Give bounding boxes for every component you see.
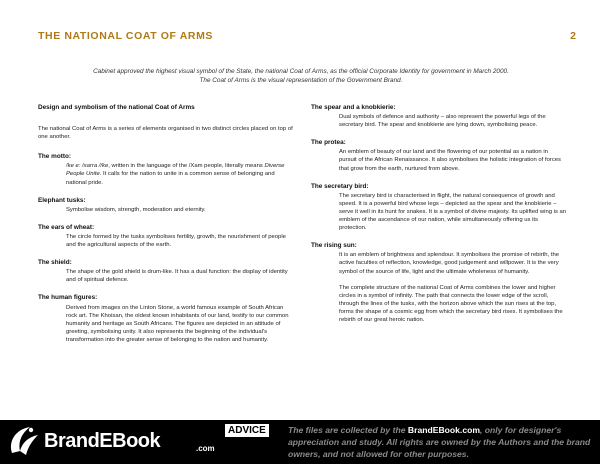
design-overview: The national Coat of Arms is a series of elements organised in two distinct circles placed on top of one another. (38, 126, 293, 141)
bird-swoosh-icon (6, 423, 42, 461)
figures-title: The human figures: (38, 294, 98, 302)
sun-body: It is an emblem of brightness and splendour. It symbolises the promise of rebirth, the active faculties of reflection, knowledge, good judgement and willpower. It is the very symbol of the source of life, light and the ultimate wholeness of humanity. (339, 252, 560, 275)
brand-logo-text: BrandEBook (44, 430, 161, 452)
left-column (38, 104, 293, 344)
advice-highlight: BrandEBook.com (407, 425, 480, 435)
wheat-body: The circle formed by the tusks symbolises fertility, growth, the nourishment of people and the agricultural aspects of the earth. (66, 233, 286, 249)
bird-title: The secretary bird: (311, 182, 369, 190)
protea-title: The protea: (311, 139, 346, 147)
protea-body: An emblem of beauty of our land and the flowering of our potential as a nation in pursuit of the African Renaissance. It also symbolises the holistic integration of forces that grow from the earth, nurtured from above. (339, 149, 561, 172)
advice-label: ADVICE (225, 424, 269, 437)
motto-body (38, 162, 293, 186)
spear-body: Dual symbols of defence and authority – also represent the powerful legs of the secretary bird. The spear and knobkierie are lying down, symbolising peace. (339, 114, 546, 129)
spear-title: The spear and a knobkierie: (311, 104, 396, 111)
sun-body-2: The complete structure of the national Coat of Arms combines the lower and higher circles in a symbol of infinity. The path that connects the lower edge of the scroll, through the lines of the tusks, with the horizon above which the sun rises at the top, forms the shape of a cosmic egg from which the secretary bird rises. It symbolises the rebirth of our great heroic nation. (339, 284, 563, 323)
motto-mid: , written in the language of the /Xam people, literally means (108, 163, 265, 170)
page-number: 2 (570, 30, 576, 42)
tusks-body: Symbolise wisdom, strength, moderation and eternity. (66, 206, 206, 213)
shield-body: The shape of the gold shield is drum-like. It has a dual function: the display of identity and of spiritual defence. (66, 269, 288, 284)
watermark-footer (0, 420, 600, 464)
motto-text: !ke e: /xarra //ke (66, 163, 109, 170)
intro-line-1: Cabinet approved the highest visual symbol of the State, the national Coat of Arms, as the official Corporate Identity for government in March 2000. (93, 68, 509, 75)
right-column (311, 104, 567, 324)
bird-body: The secretary bird is characterised in flight, the natural consequence of growth and speed. It is a powerful bird whose legs – depicted as the spear and the knobkierie – serve it well in its hunt for snakes. It is a symbol of divine majesty. Its uplifted wing is an emblem of the ascendance of our nation, while simultaneously offering us its protection. (339, 192, 567, 232)
advice-part-2: , only for designer's appreciation and study. All rights are owned by the Authors and the brand owners, and not allowed for other purposes. (288, 425, 591, 459)
tusks-title: Elephant tusks: (38, 196, 86, 204)
design-heading: Design and symbolism of the national Coat of Arms (38, 104, 195, 111)
motto-rest: . It calls for the nation to unite in a common sense of belonging and national pride. (66, 171, 275, 186)
shield-title: The shield: (38, 259, 72, 267)
wheat-title: The ears of wheat: (38, 223, 95, 231)
sun-title: The rising sun: (311, 242, 357, 250)
motto-translation: Diverse People Unite (66, 163, 285, 178)
intro-statement (40, 67, 562, 85)
brand-logo-suffix: .com (196, 444, 215, 453)
advice-text (288, 424, 593, 460)
motto-title: The motto: (38, 153, 72, 161)
advice-part-1: The files are collected by the (288, 425, 408, 435)
figures-body: Derived from images on the Linton Stone, a world famous example of South African rock art. The Khoisan, the oldest known inhabitants of our land, testify to our common humanity and heritage as South Africans. The figures are depicted in an attitude of greeting, symbolising unity. It also represents the beginning of the individual's transformation into the greater sense of belonging to the nation and humanity. (66, 304, 289, 343)
page-title: THE NATIONAL COAT OF ARMS (38, 30, 214, 42)
intro-line-2: The Coat of Arms is the visual representation of the Government Brand. (199, 77, 403, 84)
